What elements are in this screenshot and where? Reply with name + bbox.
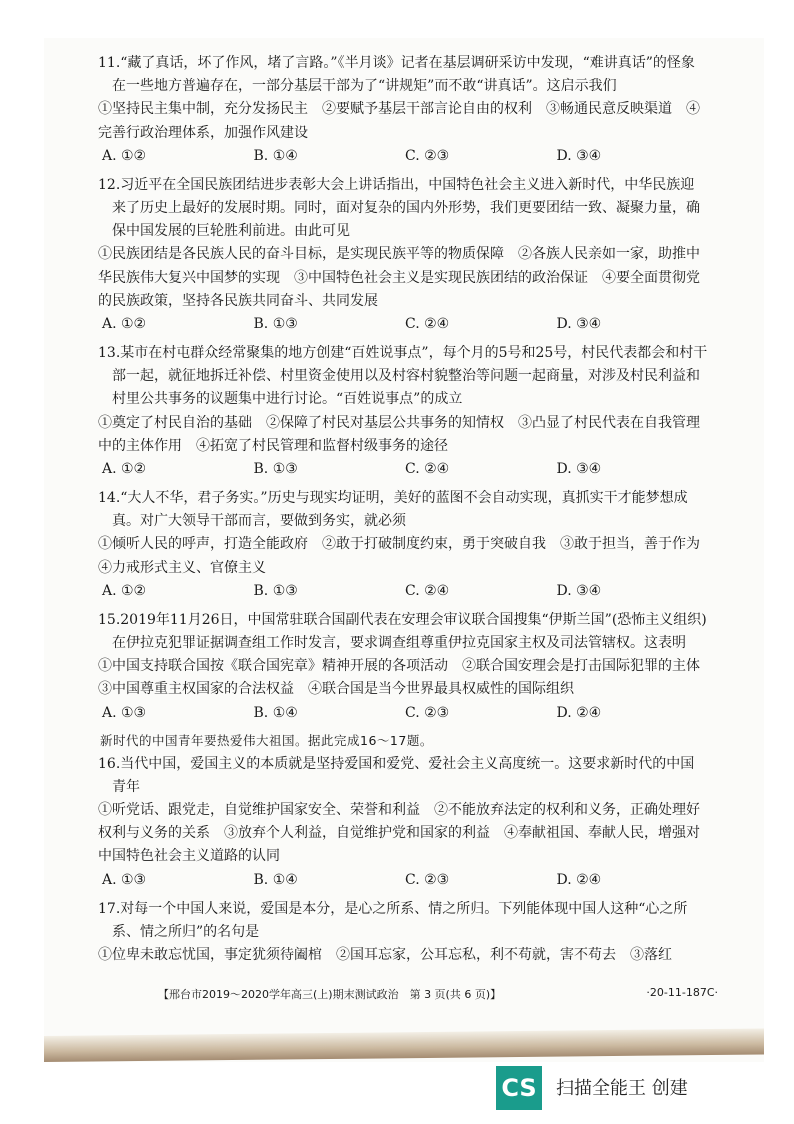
option-c: C. ②③ (405, 871, 450, 888)
question-12 (98, 174, 708, 336)
option-d: D. ③④ (556, 316, 602, 333)
question-11 (98, 52, 708, 168)
camscanner-logo: CS (496, 1066, 542, 1110)
answer-options (98, 869, 708, 892)
question-choices-text: ①倾听人民的呼声，打造全能政府 ②敢于打破制度约束，勇于突破自我 ③敢于担当，善于作为 ④力戒形式主义、官僚主义 (98, 536, 714, 576)
footer-code: ·20-11-187C· (646, 986, 718, 999)
option-c: C. ②④ (405, 582, 450, 599)
question-choices-text: ①民族团结是各民族人民的奋斗目标，是实现民族平等的物质保障 ②各族人民亲如一家，助推中华民族伟大复兴中国梦的实现 ③中国特色社会主义是实现民族团结的政治保证 ④要全面贯彻党的民族政策，坚持各民族共同奋斗、共同发展 (98, 246, 700, 309)
option-c: C. ②③ (405, 704, 450, 721)
option-d: D. ②④ (556, 871, 602, 888)
question-group-intro: 新时代的中国青年要热爱伟大祖国。据此完成16～17题。 (100, 732, 433, 748)
question-choices-text: ①奠定了村民自治的基础 ②保障了村民对基层公共事务的知情权 ③凸显了村民代表在自我管理中的主体作用 ④拓宽了村民管理和监督村级事务的途径 (98, 414, 700, 454)
question-stem: 17.对每一个中国人来说，爱国是本分，是心之所系、情之所归。下列能体现中国人这种“心之所系、情之所归”的名句是 (98, 900, 688, 940)
option-b: B. ①④ (253, 704, 298, 721)
option-b: B. ①④ (253, 871, 298, 888)
option-a: A. ①② (102, 461, 147, 478)
option-d: D. ③④ (556, 147, 602, 164)
footer-exam-info: 【邢台市2019～2020学年高三(上)期末测试政治 第 3 页(共 6 页)】 (158, 988, 502, 1001)
question-stem: 16.当代中国，爱国主义的本质就是坚持爱国和爱党、爱社会主义高度统一。这要求新时代的中国青年 (98, 755, 695, 795)
question-17 (98, 898, 708, 968)
option-a: A. ①③ (102, 704, 147, 721)
question-14 (98, 487, 714, 603)
option-c: C. ②④ (405, 461, 450, 478)
option-d: D. ②④ (556, 704, 602, 721)
question-choices-text: ①坚持民主集中制，充分发扬民主 ②要赋予基层干部言论自由的权利 ③畅通民意反映渠道 ④完善行政治理体系，加强作风建设 (98, 101, 700, 141)
option-a: A. ①③ (102, 871, 147, 888)
answer-options (98, 580, 708, 603)
answer-options (98, 145, 708, 168)
question-15 (98, 609, 714, 725)
question-stem: 14.“大人不华，君子务实。”历史与现实均证明，美好的蓝图不会自动实现，真抓实干才能梦想成真。对广大领导干部而言，要做到务实，就必须 (98, 490, 688, 530)
answer-options (98, 458, 708, 481)
option-d: D. ③④ (556, 461, 602, 478)
camscanner-watermark-text: 扫描全能王 创建 (556, 1078, 688, 1099)
option-a: A. ①② (102, 582, 147, 599)
question-stem: 15.2019年11月26日，中国常驻联合国副代表在安理会审议联合国搜集“伊斯兰国”(恐怖主义组织)在伊拉克犯罪证据调查组工作时发言，要求调查组尊重伊拉克国家主权及司法管辖权。这表明 (98, 611, 707, 652)
question-choices-text: ①听党话、跟党走，自觉维护国家安全、荣誉和利益 ②不能放弃法定的权利和义务，正确处理好权利与义务的关系 ③放弃个人利益，自觉维护党和国家的利益 ④奉献祖国、奉献人民，增强对中国特色社会主义道路的认同 (98, 802, 700, 865)
option-d: D. ③④ (556, 582, 602, 599)
answer-options (98, 702, 708, 725)
option-a: A. ①② (102, 147, 147, 164)
option-c: C. ②④ (405, 316, 450, 333)
option-b: B. ①③ (253, 582, 298, 599)
option-c: C. ②③ (405, 147, 450, 164)
answer-options (98, 313, 708, 336)
option-b: B. ①④ (253, 147, 298, 164)
question-stem: 12.习近平在全国民族团结进步表彰大会上讲话指出，中国特色社会主义进入新时代，中华民族迎来了历史上最好的发展时期。同时，面对复杂的国内外形势，我们更要团结一致、凝聚力量，确保中国发展的巨轮胜利前进。由此可见 (98, 176, 700, 240)
question-13 (98, 342, 708, 481)
question-16 (98, 753, 708, 892)
option-b: B. ①③ (253, 316, 298, 333)
question-stem: 11.“藏了真话，坏了作风，堵了言路。”《半月谈》记者在基层调研采访中发现，“难讲真话”的怪象在一些地方普遍存在，一部分基层干部为了“讲规矩”而不敢“讲真话”。这启示我们 (98, 55, 695, 95)
option-b: B. ①③ (253, 461, 298, 478)
question-choices-text: ①位卑未敢忘忧国，事定犹须待阖棺 ②国耳忘家，公耳忘私，利不苟就，害不苟去 ③落红 (98, 947, 672, 964)
question-choices-text: ①中国支持联合国按《联合国宪章》精神开展的各项活动 ②联合国安理会是打击国际犯罪的主体 ③中国尊重主权国家的合法权益 ④联合国是当今世界最具权威性的国际组织 (98, 658, 714, 698)
exam-content (98, 52, 714, 973)
question-stem: 13.某市在村屯群众经常聚集的地方创建“百姓说事点”，每个月的5号和25号，村民代表都会和村干部一起，就征地拆迁补偿、村里资金使用以及村容村貌整治等问题一起商量，对涉及村民利益和村里公共事务的议题集中进行讨论。“百姓说事点”的成立 (98, 345, 708, 408)
option-a: A. ①② (102, 316, 147, 333)
page-footer (158, 986, 718, 1002)
